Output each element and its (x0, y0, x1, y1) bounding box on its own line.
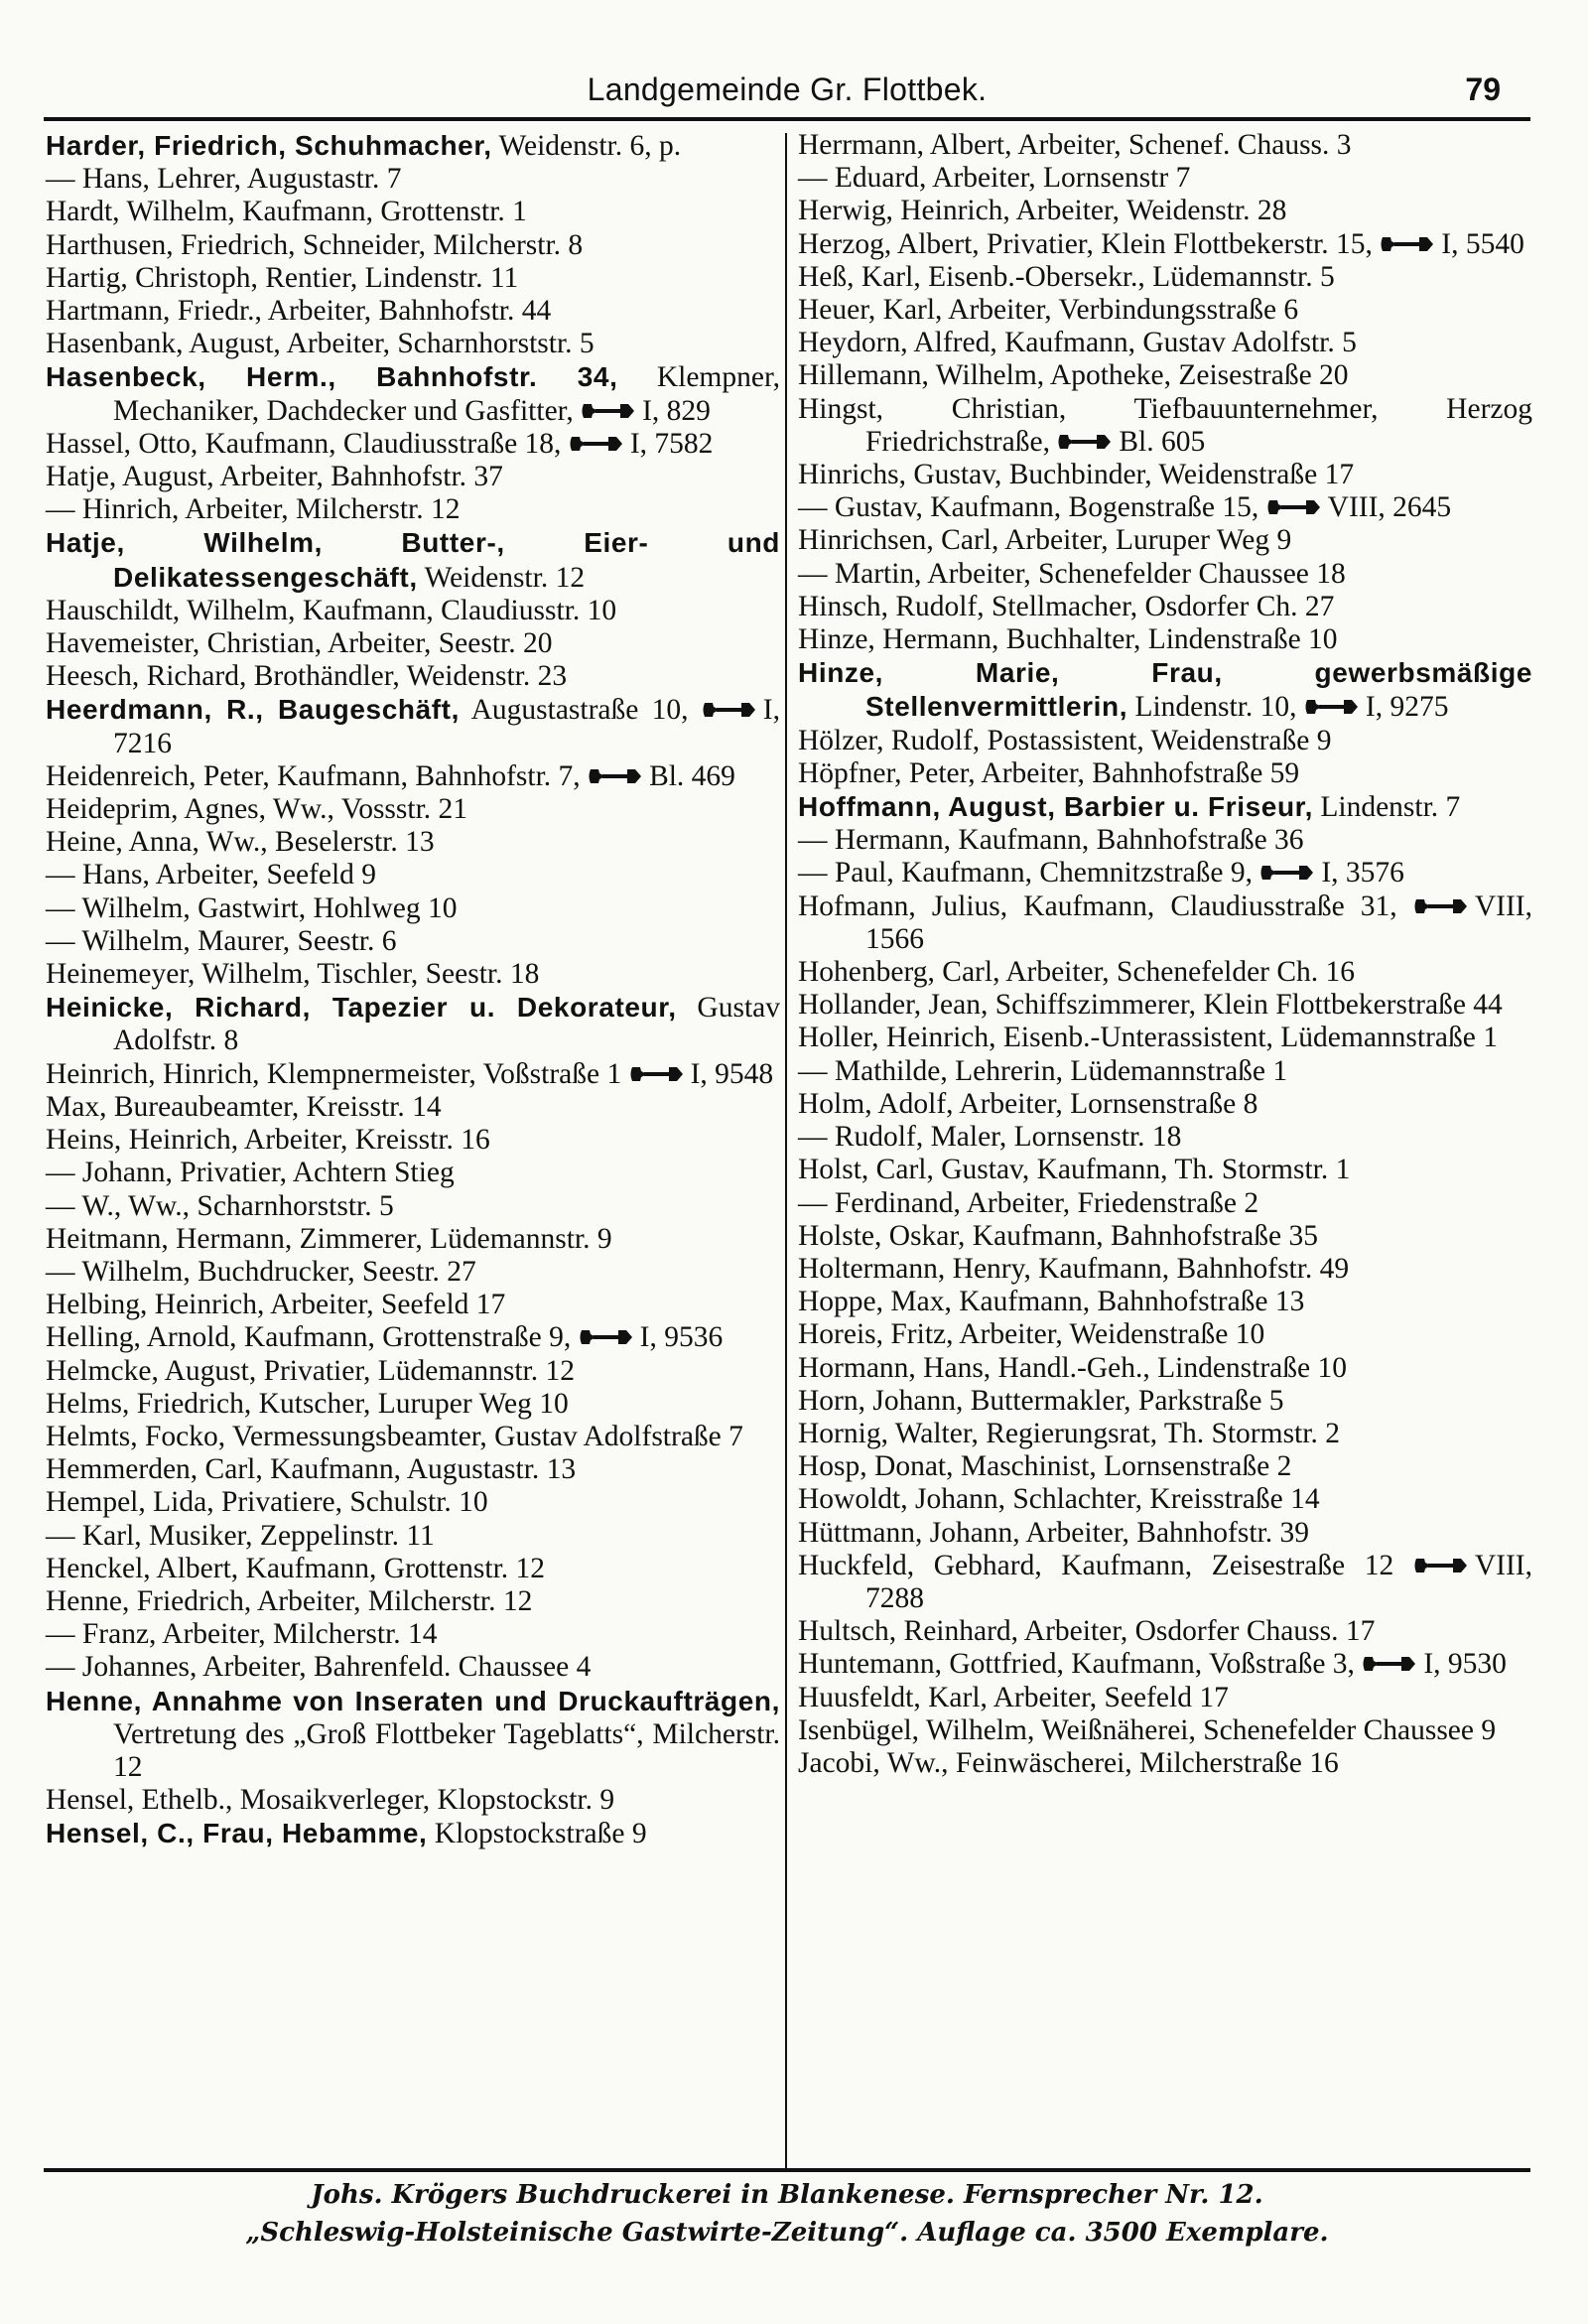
directory-entry (798, 1747, 1532, 1780)
directory-entry (798, 1615, 1532, 1648)
directory-entry (46, 595, 780, 627)
directory-entry (46, 1685, 780, 1785)
directory-entry (798, 228, 1532, 261)
directory-entry (46, 1486, 780, 1519)
entry-text: Heins, Heinrich, Arbeiter, Kreisstr. 16 (46, 1124, 490, 1157)
telephone-receiver-icon (629, 1063, 685, 1085)
directory-entry (46, 461, 780, 493)
telephone-receiver-icon (588, 765, 643, 787)
directory-entry (46, 262, 780, 295)
directory-entry (46, 1124, 780, 1157)
entry-text: — Wilhelm, Gastwirt, Hohlweg 10 (46, 891, 458, 924)
entry-text: Vertretung des „Groß Flottbeker Tageblatts“, Milcherstr. 12 (113, 1717, 780, 1783)
directory-entry (798, 327, 1532, 359)
entry-text: Hormann, Hans, Handl.-Geh., Lindenstraße 10 (798, 1351, 1347, 1384)
footer-line-1: Johs. Krögers Buchdruckerei in Blankenese. Fernsprecher Nr. 12. (311, 2180, 1263, 2210)
right-column (798, 129, 1532, 1780)
entry-text: Heydorn, Alfred, Kaufmann, Gustav Adolfstr. 5 (798, 327, 1357, 359)
phone-number: I, 9275 (1365, 691, 1449, 724)
entry-text: Hatje, August, Arbeiter, Bahnhofstr. 37 (46, 461, 503, 493)
entry-text: Hardt, Wilhelm, Kaufmann, Grottenstr. 1 (46, 196, 527, 228)
entry-text: Hassel, Otto, Kaufmann, Claudiusstraße 18, (46, 427, 562, 460)
directory-entry (46, 360, 780, 427)
entry-text: Hartig, Christoph, Rentier, Lindenstr. 11 (46, 261, 519, 294)
directory-entry (46, 925, 780, 958)
directory-entry (46, 1388, 780, 1421)
telephone-receiver-icon (581, 400, 636, 422)
entry-bold-name: Harder, Friedrich, Schuhmacher, (46, 130, 492, 161)
directory-entry (46, 1058, 780, 1091)
entry-text: Helbing, Heinrich, Arbeiter, Seefeld 17 (46, 1289, 506, 1321)
directory-entry (798, 162, 1532, 195)
entry-text: Lindenstr. 10, (1127, 691, 1297, 724)
entry-text: Hinrichs, Gustav, Buchbinder, Weidenstraße 17 (798, 459, 1355, 491)
entry-text: Hinrichsen, Carl, Arbeiter, Luruper Weg 9 (798, 524, 1292, 557)
entry-text: Hoppe, Max, Kaufmann, Bahnhofstraße 13 (798, 1286, 1305, 1318)
directory-entry (46, 793, 780, 826)
telephone-receiver-icon (1380, 233, 1435, 255)
directory-entry (46, 859, 780, 891)
entry-text: Howoldt, Johann, Schlachter, Kreisstraße 14 (798, 1483, 1320, 1516)
directory-entry (798, 1154, 1532, 1186)
directory-entry (46, 693, 780, 759)
directory-entry (798, 1055, 1532, 1088)
telephone-receiver-icon (1266, 496, 1322, 518)
directory-entry (46, 1256, 780, 1289)
entry-text: — Franz, Arbeiter, Milcherstr. 14 (46, 1618, 438, 1651)
entry-text: — Hans, Lehrer, Augustastr. 7 (46, 163, 402, 196)
telephone-receiver-icon (579, 1326, 634, 1348)
entry-text: — Hinrich, Arbeiter, Milcherstr. 12 (46, 493, 461, 526)
entry-text: — W., Ww., Scharnhorststr. 5 (46, 1189, 394, 1222)
entry-text: Heß, Karl, Eisenb.-Obersekr., Lüdemannstr. 5 (798, 260, 1335, 293)
phone-number: VIII, 2645 (1327, 491, 1452, 524)
entry-text: Hüttmann, Johann, Arbeiter, Bahnhofstr. 39 (798, 1516, 1309, 1549)
telephone-receiver-icon (1259, 862, 1315, 884)
entry-text: Heesch, Richard, Brothändler, Weidenstr. 23 (46, 660, 568, 693)
entry-text: — Wilhelm, Buchdrucker, Seestr. 27 (46, 1255, 476, 1288)
entry-text: — Hermann, Kaufmann, Bahnhofstraße 36 (798, 824, 1304, 857)
directory-entry (46, 526, 780, 594)
entry-text: Heine, Anna, Ww., Beselerstr. 13 (46, 826, 435, 859)
directory-entry (798, 524, 1532, 557)
directory-entry (798, 359, 1532, 392)
directory-entry (798, 1385, 1532, 1418)
entry-text: Helmts, Focko, Vermessungsbeamter, Gustav Adolfstraße 7 (46, 1420, 743, 1452)
directory-entry (46, 428, 780, 461)
directory-entry (798, 1450, 1532, 1483)
directory-entry (798, 1187, 1532, 1220)
phone-number: I, 5540 (1441, 227, 1524, 260)
entry-text: — Paul, Kaufmann, Chemnitzstraße 9, (798, 857, 1253, 889)
directory-entry (798, 1483, 1532, 1516)
directory-entry (46, 229, 780, 262)
entry-bold-name: Hoffmann, August, Barbier u. Friseur, (798, 791, 1313, 823)
telephone-receiver-icon (569, 433, 624, 455)
directory-entry (46, 129, 780, 163)
entry-text: Heideprim, Agnes, Ww., Vossstr. 21 (46, 793, 468, 826)
page-number: 79 (1465, 71, 1501, 107)
directory-entry (798, 129, 1532, 162)
directory-entry (798, 1418, 1532, 1450)
directory-entry (46, 1289, 780, 1321)
telephone-receiver-icon (1413, 895, 1469, 917)
directory-entry (798, 623, 1532, 656)
entry-text: Max, Bureaubeamter, Kreisstr. 14 (46, 1090, 442, 1123)
directory-entry (798, 956, 1532, 989)
phone-number: VIII, 1566 (865, 889, 1532, 955)
entry-text: Herwig, Heinrich, Arbeiter, Weidenstr. 28 (798, 195, 1287, 227)
entry-text: Huckfeld, Gebhard, Kaufmann, Zeisestraße 12 (798, 1549, 1394, 1581)
entry-text: Klempner, Mechaniker, Dachdecker und Gasfitter, (113, 361, 780, 427)
directory-entry (46, 627, 780, 660)
directory-entry (46, 163, 780, 196)
entry-text: Herzog, Albert, Privatier, Klein Flottbekerstr. 15, (798, 227, 1373, 260)
entry-text: Gustav Adolfstr. 8 (113, 992, 780, 1057)
telephone-receiver-icon (1057, 431, 1113, 453)
entry-text: Höpfner, Peter, Arbeiter, Bahnhofstraße 59 (798, 756, 1300, 789)
directory-entry (46, 826, 780, 859)
entry-text: — Rudolf, Maler, Lornsenstr. 18 (798, 1121, 1182, 1154)
telephone-receiver-icon (1362, 1653, 1417, 1675)
directory-entry (46, 1453, 780, 1486)
phone-number: Bl. 605 (1119, 425, 1206, 458)
entry-text: Havemeister, Christian, Arbeiter, Seestr. 20 (46, 627, 553, 660)
phone-number: I, 7216 (113, 694, 780, 759)
entry-text: Huusfeldt, Karl, Arbeiter, Seefeld 17 (798, 1681, 1229, 1713)
directory-entry (798, 1682, 1532, 1714)
directory-entry (798, 890, 1532, 956)
directory-entry (798, 1088, 1532, 1121)
phone-number: Bl. 469 (649, 759, 735, 792)
entry-text: — Ferdinand, Arbeiter, Friedenstraße 2 (798, 1186, 1259, 1219)
directory-entry (46, 760, 780, 793)
phone-number: I, 9530 (1423, 1648, 1507, 1681)
directory-entry (46, 1091, 780, 1124)
directory-entry (46, 196, 780, 228)
entry-text: Horn, Johann, Buttermakler, Parkstraße 5 (798, 1384, 1284, 1417)
entry-text: Hinsch, Rudolf, Stellmacher, Osdorfer Ch. 27 (798, 590, 1335, 622)
directory-entry (798, 558, 1532, 591)
entry-text: Hornig, Walter, Regierungsrat, Th. Stormstr. 2 (798, 1417, 1340, 1449)
entry-text: — Martin, Arbeiter, Schenefelder Chaussee 18 (798, 557, 1346, 590)
directory-entry (798, 1318, 1532, 1351)
entry-text: Holste, Oskar, Kaufmann, Bahnhofstraße 35 (798, 1219, 1318, 1252)
directory-entry (46, 1585, 780, 1618)
directory-entry (798, 757, 1532, 790)
entry-text: Helmcke, August, Privatier, Lüdemannstr. 12 (46, 1354, 576, 1387)
entry-text: Weidenstr. 12 (417, 561, 586, 594)
header-rule (44, 117, 1530, 121)
directory-entry (46, 1520, 780, 1553)
entry-text: Heuer, Karl, Arbeiter, Verbindungsstraße 6 (798, 294, 1299, 327)
entry-text: Herrmann, Albert, Arbeiter, Schenef. Chauss. 3 (798, 129, 1352, 161)
entry-text: Hempel, Lida, Privatiere, Schulstr. 10 (46, 1486, 488, 1519)
telephone-receiver-icon (702, 699, 757, 721)
page-header (44, 71, 1530, 119)
entry-text: Hölzer, Rudolf, Postassistent, Weidenstraße 9 (798, 724, 1332, 756)
entry-text: — Johannes, Arbeiter, Bahrenfeld. Chaussee 4 (46, 1651, 592, 1684)
entry-text: Hauschildt, Wilhelm, Kaufmann, Claudiusstr. 10 (46, 594, 617, 626)
directory-entry (798, 491, 1532, 524)
directory-entry (46, 1321, 780, 1354)
directory-entry (46, 1355, 780, 1388)
entry-text: — Johann, Privatier, Achtern Stieg (46, 1157, 455, 1189)
entry-text: Horeis, Fritz, Arbeiter, Weidenstraße 10 (798, 1318, 1265, 1351)
directory-entry (798, 459, 1532, 491)
entry-text: Hultsch, Reinhard, Arbeiter, Osdorfer Chauss. 17 (798, 1615, 1376, 1648)
directory-entry (46, 958, 780, 991)
entry-text: Hensel, Ethelb., Mosaikverleger, Klopstockstr. 9 (46, 1784, 615, 1817)
phone-number: I, 829 (642, 394, 711, 427)
directory-entry (46, 493, 780, 526)
entry-text: Hinze, Hermann, Buchhalter, Lindenstraße 10 (798, 623, 1338, 656)
directory-entry (798, 1714, 1532, 1747)
directory-entry (798, 1517, 1532, 1550)
entry-text: Holst, Carl, Gustav, Kaufmann, Th. Stormstr. 1 (798, 1154, 1351, 1186)
phone-number: VIII, 7288 (865, 1549, 1533, 1614)
entry-text: Hollander, Jean, Schiffszimmerer, Klein Flottbekerstraße 44 (798, 989, 1503, 1022)
directory-entry (798, 294, 1532, 327)
directory-entry (46, 1421, 780, 1453)
phone-number: I, 9548 (690, 1057, 774, 1090)
phone-number: I, 7582 (629, 427, 714, 460)
directory-entry (798, 1352, 1532, 1385)
telephone-receiver-icon (1304, 696, 1360, 718)
directory-entry (798, 1286, 1532, 1318)
entry-text: Holtermann, Henry, Kaufmann, Bahnhofstr. 49 (798, 1252, 1350, 1285)
entry-text: — Hans, Arbeiter, Seefeld 9 (46, 859, 377, 891)
entry-text: Heitmann, Hermann, Zimmerer, Lüdemannstr. 9 (46, 1222, 612, 1255)
directory-entry (46, 1157, 780, 1189)
directory-entry (46, 660, 780, 693)
entry-text: — Gustav, Kaufmann, Bogenstraße 15, (798, 491, 1259, 524)
entry-text: Henne, Friedrich, Arbeiter, Milcherstr. 12 (46, 1584, 533, 1617)
entry-text: Lindenstr. 7 (1313, 791, 1461, 824)
entry-text: Hartmann, Friedr., Arbeiter, Bahnhofstr. 44 (46, 295, 552, 328)
footer-rule (44, 2168, 1530, 2172)
directory-entry (798, 1220, 1532, 1253)
entry-text: Augustastraße 10, (459, 694, 689, 727)
entry-text: Holler, Heinrich, Eisenb.-Unterassistent, Lüdemannstraße 1 (798, 1022, 1498, 1054)
directory-entry (798, 261, 1532, 294)
entry-text: Hosp, Donat, Maschinist, Lornsenstraße 2 (798, 1450, 1292, 1483)
directory-entry (798, 857, 1532, 889)
directory-entry (798, 1022, 1532, 1054)
entry-bold-name: Hensel, C., Frau, Hebamme, (46, 1818, 428, 1849)
left-column (46, 129, 780, 1851)
directory-entry (798, 393, 1532, 459)
directory-entry (798, 989, 1532, 1022)
entry-text: Klopstockstraße 9 (427, 1818, 647, 1850)
entry-text: Hofmann, Julius, Kaufmann, Claudiusstraße 31, (798, 889, 1397, 922)
page-title: Landgemeinde Gr. Flottbek. (587, 71, 988, 107)
directory-entry (798, 1253, 1532, 1286)
column-divider (785, 133, 787, 2168)
entry-text: Heinemeyer, Wilhelm, Tischler, Seestr. 18 (46, 958, 540, 991)
page-footer (44, 2176, 1530, 2252)
entry-bold-name: Henne, Annahme von Inseraten und Druckaufträgen, (46, 1685, 780, 1716)
phone-number: I, 3576 (1321, 857, 1404, 889)
entry-text: Jacobi, Ww., Feinwäscherei, Milcherstraße 16 (798, 1746, 1339, 1779)
directory-entry (798, 1121, 1532, 1154)
entry-text: Helling, Arnold, Kaufmann, Grottenstraße 9, (46, 1321, 572, 1354)
entry-text: Weidenstr. 6, p. (491, 130, 682, 162)
directory-entry (46, 1553, 780, 1585)
entry-bold-name: Heinicke, Richard, Tapezier u. Dekorateur, (46, 992, 677, 1024)
directory-entry (798, 1648, 1532, 1681)
directory-entry (46, 892, 780, 925)
telephone-receiver-icon (1413, 1555, 1469, 1576)
entry-text: — Karl, Musiker, Zeppelinstr. 11 (46, 1519, 435, 1552)
entry-bold-name: Hinze, Marie, Frau, gewerbsmäßige Stellenvermittlerin, (798, 657, 1532, 723)
entry-text: Heidenreich, Peter, Kaufmann, Bahnhofstr. 7, (46, 759, 581, 792)
footer-line-2: „Schleswig-Holsteinische Gastwirte-Zeitung“. Auflage ca. 3500 Exemplare. (245, 2218, 1329, 2248)
entry-text: — Eduard, Arbeiter, Lornsenstr 7 (798, 162, 1191, 195)
entry-text: Hemmerden, Carl, Kaufmann, Augustastr. 13 (46, 1453, 577, 1486)
directory-entry (798, 195, 1532, 227)
entry-text: — Mathilde, Lehrerin, Lüdemannstraße 1 (798, 1054, 1288, 1087)
directory-entry (46, 1190, 780, 1223)
entry-text: Holm, Adolf, Arbeiter, Lornsenstraße 8 (798, 1087, 1258, 1120)
entry-text: — Wilhelm, Maurer, Seestr. 6 (46, 924, 397, 957)
directory-entry (46, 295, 780, 328)
directory-entry (798, 824, 1532, 857)
phone-number: I, 9536 (639, 1321, 724, 1354)
directory-entry (46, 1817, 780, 1850)
entry-text: Helms, Friedrich, Kutscher, Luruper Weg 10 (46, 1387, 569, 1420)
entry-text: Hingst, Christian, Tiefbauunternehmer, Herzog Friedrichstraße, (798, 392, 1532, 458)
entry-text: Heinrich, Hinrich, Klempnermeister, Voßstraße 1 (46, 1057, 622, 1090)
directory-entry (46, 1618, 780, 1651)
directory-entry (46, 328, 780, 360)
entry-text: Hillemann, Wilhelm, Apotheke, Zeisestraße 20 (798, 359, 1349, 392)
directory-entry (798, 725, 1532, 757)
entry-bold-name: Heerdmann, R., Baugeschäft, (46, 694, 460, 726)
directory-entry (798, 790, 1532, 824)
entry-text: Isenbügel, Wilhelm, Weißnäherei, Schenefelder Chaussee 9 (798, 1713, 1497, 1746)
entry-bold-name: Hatje, Wilhelm, Butter-, Eier- und Delikatessengeschäft, (46, 527, 780, 593)
entry-text: Hohenberg, Carl, Arbeiter, Schenefelder Ch. 16 (798, 956, 1356, 989)
entry-text: Hasenbank, August, Arbeiter, Scharnhorststr. 5 (46, 328, 595, 360)
entry-text: Harthusen, Friedrich, Schneider, Milcherstr. 8 (46, 228, 584, 261)
entry-text: Henckel, Albert, Kaufmann, Grottenstr. 12 (46, 1552, 546, 1584)
directory-entry (798, 656, 1532, 724)
directory-entry (46, 1223, 780, 1256)
entry-bold-name: Hasenbeck, Herm., Bahnhofstr. 34, (46, 361, 618, 393)
directory-entry (46, 1651, 780, 1684)
directory-entry (798, 1550, 1532, 1615)
directory-entry (798, 591, 1532, 623)
entry-text: Huntemann, Gottfried, Kaufmann, Voßstraße 3, (798, 1648, 1355, 1681)
directory-entry (46, 991, 780, 1057)
directory-entry (46, 1784, 780, 1817)
